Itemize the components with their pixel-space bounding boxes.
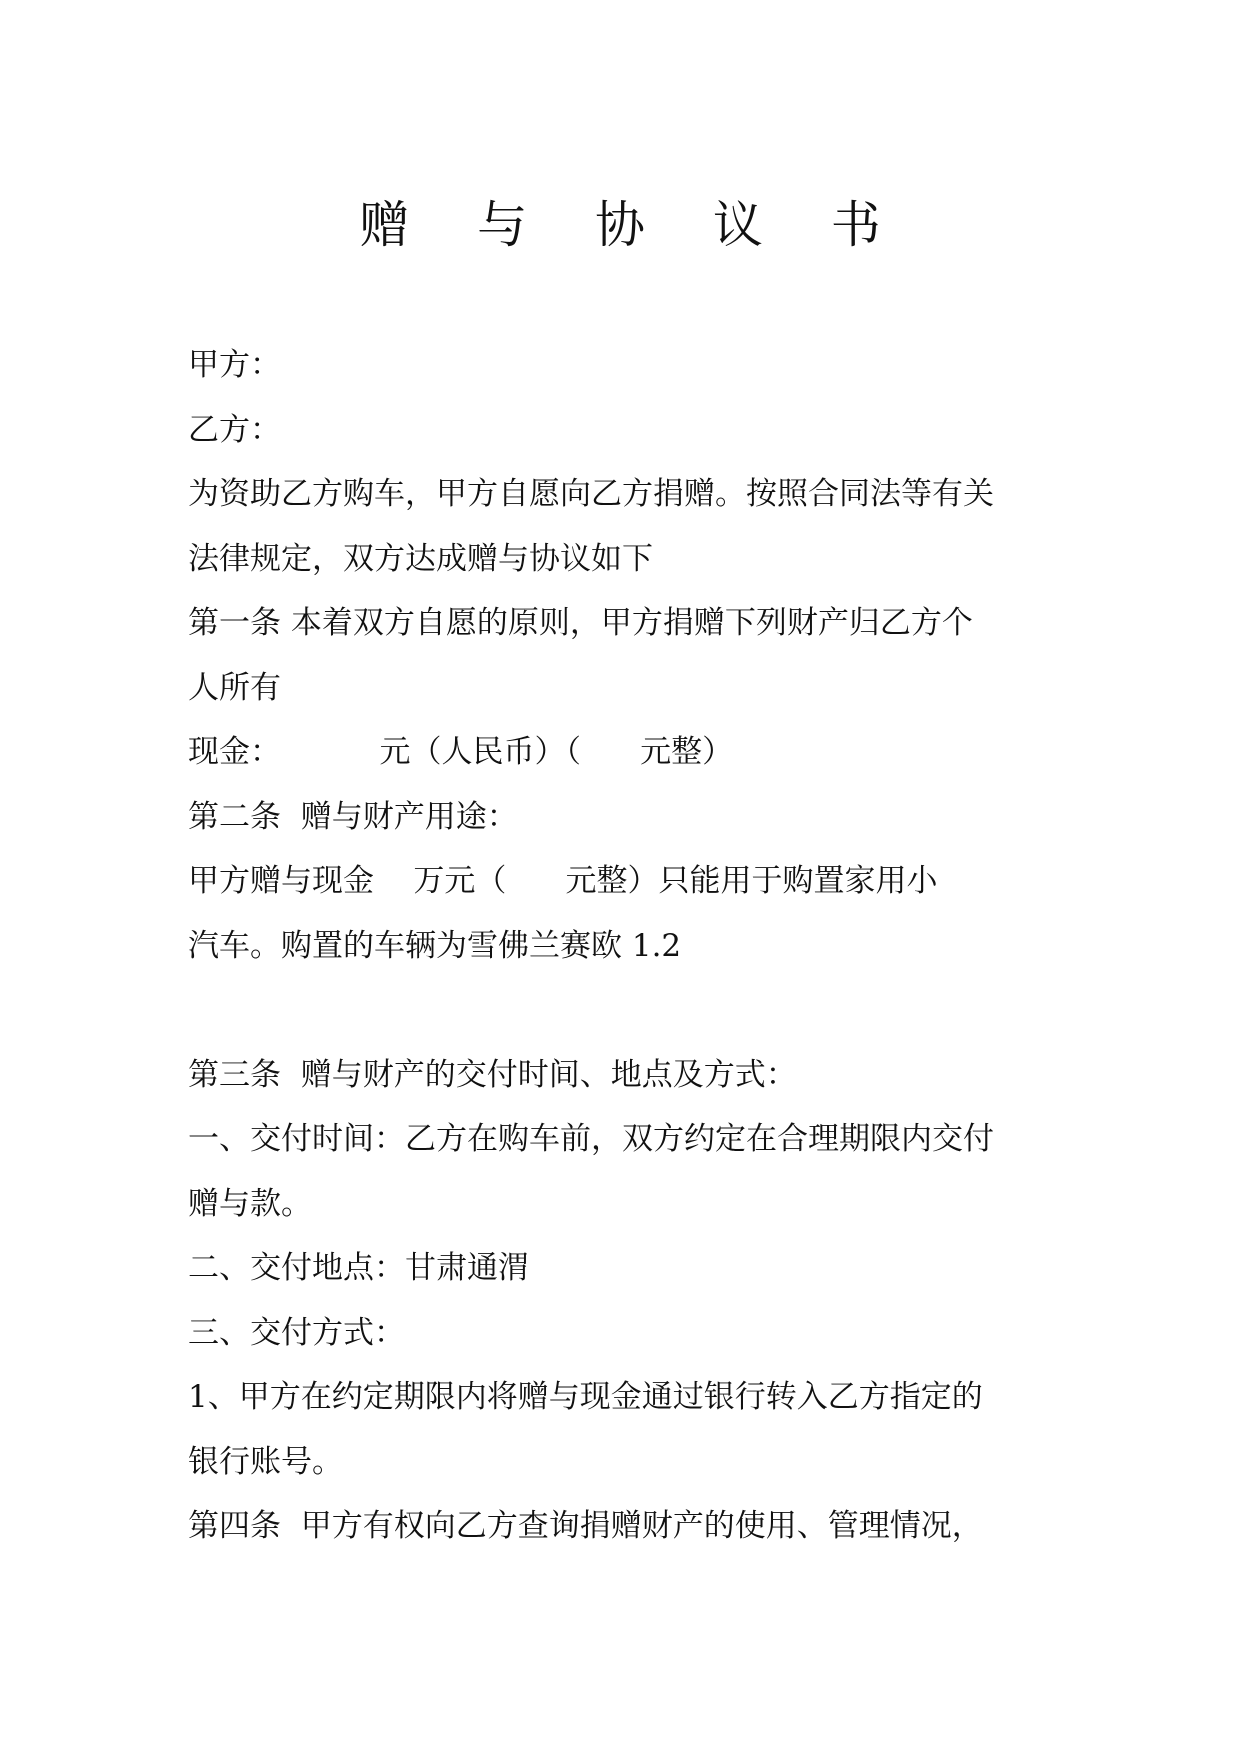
party-b-line: 乙方： <box>188 411 281 448</box>
article-1-line-2: 人所有 <box>188 669 281 706</box>
cash-amount-line: 现金： 元（人民币）（ 元整） <box>188 734 734 770</box>
article-2-line-2: 汽车。购置的车辆为雪佛兰赛欧 1.2 <box>188 927 682 964</box>
article-2-line-1: 甲方赠与现金 万元（ 元整）只能用于购置家用小 <box>188 863 938 899</box>
party-a-line: 甲方： <box>188 347 281 383</box>
delivery-time-line-1: 一、交付时间：乙方在购车前，双方约定在合理期限内交付 <box>188 1121 994 1157</box>
preamble-line-2: 法律规定，双方达成赠与协议如下 <box>188 540 653 577</box>
document-body <box>188 333 1068 1559</box>
delivery-place-line: 二、交付地点：甘肃通渭 <box>188 1250 529 1286</box>
preamble-line-1: 为资助乙方购车，甲方自愿向乙方捐赠。按照合同法等有关 <box>188 476 994 512</box>
delivery-time-line-2: 赠与款。 <box>188 1185 312 1222</box>
delivery-method-heading: 三、交付方式： <box>188 1314 405 1351</box>
article-1-line-1: 第一条 本着双方自愿的原则，甲方捐赠下列财产归乙方个 <box>188 605 973 641</box>
delivery-method-line-2: 银行账号。 <box>188 1443 343 1480</box>
blank-line <box>188 978 1068 1043</box>
document-title: 赠 与 协 议 书 <box>359 196 907 254</box>
article-3-heading: 第三条 赠与财产的交付时间、地点及方式： <box>188 1056 797 1093</box>
article-4-line-1: 第四条 甲方有权向乙方查询捐赠财产的使用、管理情况， <box>188 1508 983 1544</box>
article-2-heading: 第二条 赠与财产用途： <box>188 798 518 835</box>
delivery-method-line-1: 1、甲方在约定期限内将赠与现金通过银行转入乙方指定的 <box>188 1379 983 1415</box>
